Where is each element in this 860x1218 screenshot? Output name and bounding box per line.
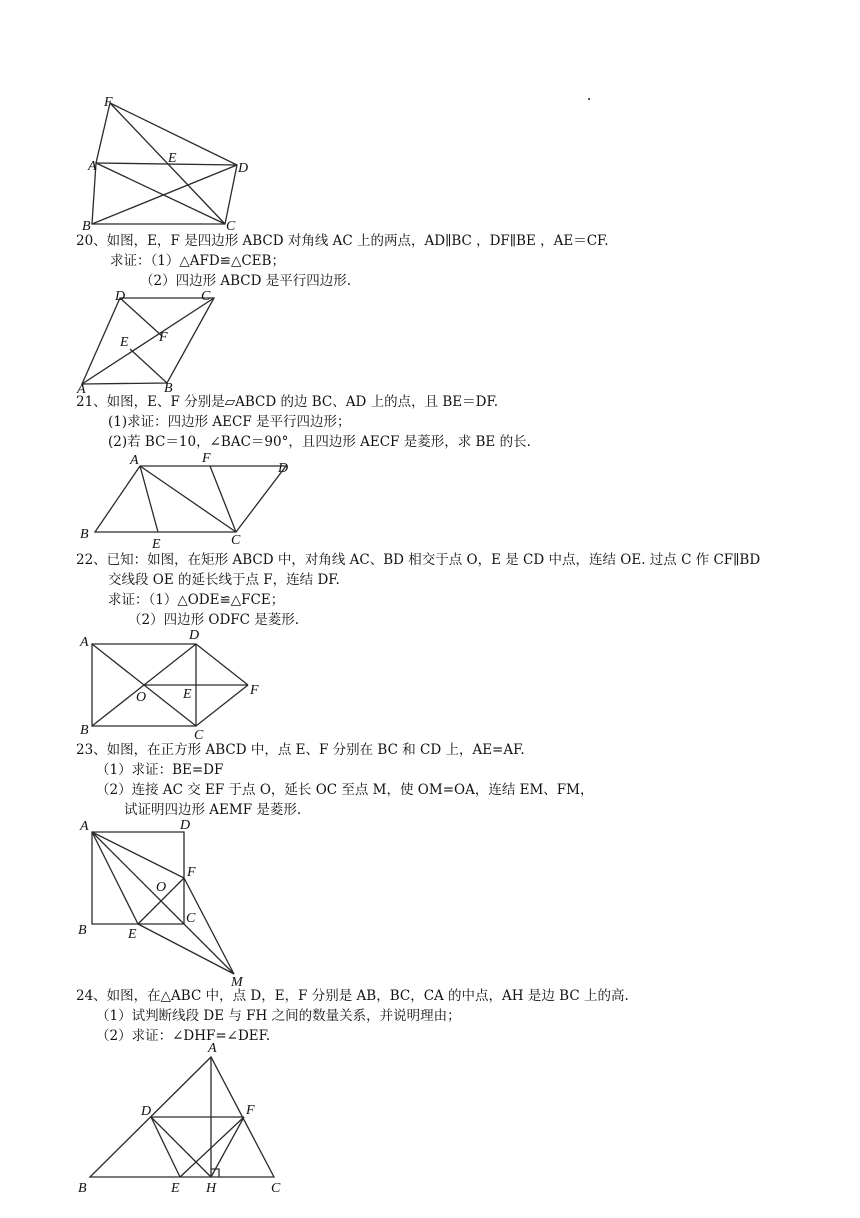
label-A: A <box>80 635 89 650</box>
figure-q24 <box>76 1040 306 1200</box>
label-O: O <box>156 880 167 895</box>
label-B: B <box>80 723 89 738</box>
label-E: E <box>168 151 177 166</box>
label-B: B <box>164 381 173 396</box>
q21-part2: (2)若 BC＝10，∠BAC＝90°，且四边形 AECF 是菱形，求 BE 的长. <box>108 434 531 450</box>
label-D: D <box>141 1104 152 1119</box>
q22-stem-line2: 交线段 OE 的延长线于点 F，连结 DF. <box>108 572 340 588</box>
label-F: F <box>246 1103 255 1118</box>
label-D: D <box>189 628 200 643</box>
label-C: C <box>271 1181 281 1196</box>
label-M: M <box>231 975 243 990</box>
figure-q22 <box>76 626 276 741</box>
label-C: C <box>231 533 241 548</box>
label-C: C <box>201 289 211 304</box>
label-C: C <box>186 911 196 926</box>
label-O: O <box>136 690 147 705</box>
label-D: D <box>278 461 289 476</box>
label-D: D <box>180 818 191 833</box>
label-B: B <box>80 527 89 542</box>
q22-stem-line1: 22、已知：如图，在矩形 ABCD 中，对角线 AC、BD 相交于点 O，E 是 CD 中点，连结 OE. 过点 C 作 CF∥BD <box>76 552 761 568</box>
q20-prove: 求证：（1）△AFD≌△CEB； <box>110 253 285 269</box>
q20-stem: 20、如图，E，F 是四边形 ABCD 对角线 AC 上的两点，AD∥BC ，DF∥BE ，AE＝CF. <box>76 233 609 249</box>
q23-part2-line2: 试证明四边形 AEMF 是菱形. <box>124 802 302 818</box>
figure-q23 <box>76 814 256 989</box>
label-C: C <box>194 728 204 743</box>
label-E: E <box>152 537 161 552</box>
label-D: D <box>115 289 126 304</box>
label-A: A <box>208 1041 217 1056</box>
q24-stem: 24、如图，在△ABC 中，点 D，E，F 分别是 AB，BC，CA 的中点，AH 是边 BC 上的高. <box>76 988 629 1004</box>
figure-q19 <box>70 90 270 240</box>
label-H: H <box>206 1181 217 1196</box>
label-B: B <box>82 219 91 234</box>
label-E: E <box>171 1181 180 1196</box>
q23-stem: 23、如图，在正方形 ABCD 中，点 E、F 分别在 BC 和 CD 上，AE=AF. <box>76 742 525 758</box>
q22-part2: （2）四边形 ODFC 是菱形. <box>128 612 300 628</box>
label-F: F <box>250 683 259 698</box>
figure-q20 <box>70 286 230 396</box>
label-B: B <box>78 1181 87 1196</box>
label-E: E <box>120 335 129 350</box>
label-E: E <box>128 927 137 942</box>
q24-part1: （1）试判断线段 DE 与 FH 之间的数量关系，并说明理由； <box>96 1008 461 1024</box>
label-B: B <box>78 923 87 938</box>
stray-dot <box>588 98 590 100</box>
label-C: C <box>226 219 236 234</box>
q23-part2-line1: （2）连接 AC 交 EF 于点 O，延长 OC 至点 M，使 OM=OA，连结 EM、FM， <box>96 782 594 798</box>
figure-q21 <box>76 448 306 552</box>
label-A: A <box>130 453 139 468</box>
label-F: F <box>159 330 168 345</box>
label-A: A <box>80 819 89 834</box>
q22-prove: 求证：（1）△ODE≌△FCE； <box>108 592 285 608</box>
label-F: F <box>104 95 113 110</box>
label-A: A <box>88 159 97 174</box>
q23-part1: （1）求证：BE=DF <box>96 762 224 778</box>
q24-part2: （2）求证：∠DHF=∠DEF. <box>96 1028 271 1044</box>
label-E: E <box>183 687 192 702</box>
label-F: F <box>202 451 211 466</box>
label-A: A <box>77 382 86 397</box>
label-D: D <box>238 161 249 176</box>
q21-stem: 21、如图，E、F 分别是▱ABCD 的边 BC、AD 上的点，且 BE＝DF. <box>76 394 499 410</box>
label-F: F <box>187 865 196 880</box>
figure-q21-outline <box>95 466 286 532</box>
q21-part1: (1)求证：四边形 AECF 是平行四边形； <box>108 414 351 430</box>
q20-part2: （2）四边形 ABCD 是平行四边形. <box>140 273 352 289</box>
